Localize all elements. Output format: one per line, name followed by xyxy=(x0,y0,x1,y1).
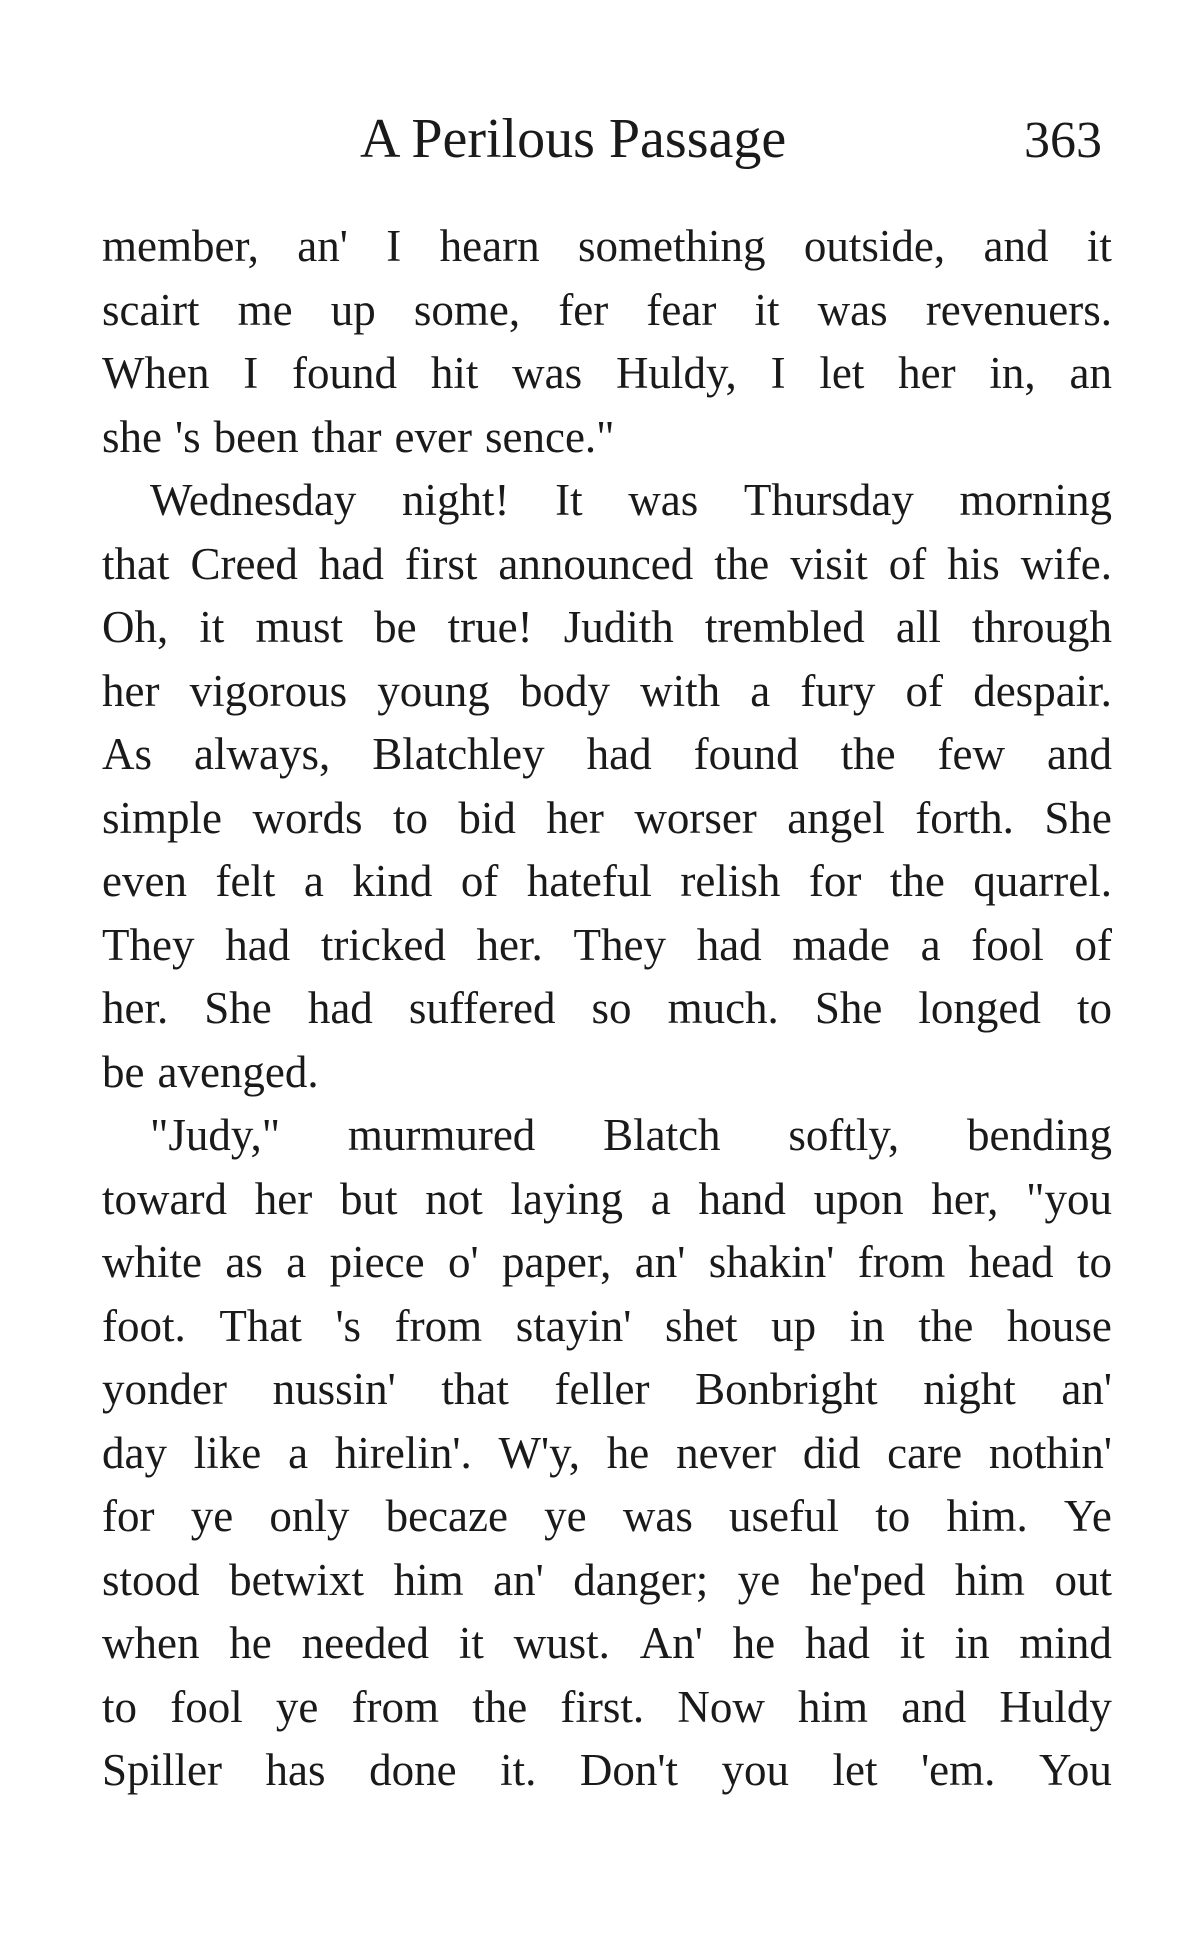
text-line: Oh, it must be true! Judith trembled all through xyxy=(102,602,1112,652)
text-line: scairt me up some, fer fear it was revenuers. xyxy=(102,284,1112,335)
text-line: her vigorous young body with a fury of despair. xyxy=(102,665,1112,716)
text-line: even felt a kind of hateful relish for the quarrel. xyxy=(102,856,1112,906)
text-line: white as a piece o' paper, an' shakin' from head to xyxy=(102,1237,1112,1287)
text-line: stood betwixt him an' danger; ye he'ped him out xyxy=(102,1554,1112,1605)
text-line: simple words to bid her worser angel forth. She xyxy=(102,792,1112,843)
text-line: member, an' I hearn something outside, and it xyxy=(102,221,1112,271)
text-line: day like a hirelin'. W'y, he never did care nothin' xyxy=(102,1427,1112,1478)
text-line: toward her but not laying a hand upon her, "you xyxy=(102,1173,1112,1224)
text-line: to fool ye from the first. Now him and Huldy xyxy=(102,1681,1112,1732)
text-line: "Judy," murmured Blatch softly, bending xyxy=(150,1110,1112,1160)
text-line: Wednesday night! It was Thursday morning xyxy=(150,475,1112,525)
text-line: They had tricked her. They had made a fool of xyxy=(102,919,1112,970)
text-line: that Creed had first announced the visit of his wife. xyxy=(102,538,1112,589)
text-line: As always, Blatchley had found the few and xyxy=(102,729,1112,779)
text-line: foot. That 's from stayin' shet up in the house xyxy=(102,1300,1112,1351)
text-line: When I found hit was Huldy, I let her in, an xyxy=(102,348,1112,398)
page-number: 363 xyxy=(1024,112,1102,169)
text-line: she 's been thar ever sence." xyxy=(102,411,615,462)
text-line: when he needed it wust. An' he had it in mind xyxy=(102,1618,1112,1668)
text-line: be avenged. xyxy=(102,1046,319,1097)
body-text xyxy=(102,215,1112,1803)
text-line: yonder nussin' that feller Bonbright night an' xyxy=(102,1364,1112,1414)
running-title: A Perilous Passage xyxy=(360,108,787,170)
text-line: Spiller has done it. Don't you let 'em. You xyxy=(102,1745,1112,1795)
text-line: for ye only becaze ye was useful to him. Ye xyxy=(102,1491,1112,1541)
running-head xyxy=(0,104,1194,174)
text-line: her. She had suffered so much. She longed to xyxy=(102,983,1112,1033)
